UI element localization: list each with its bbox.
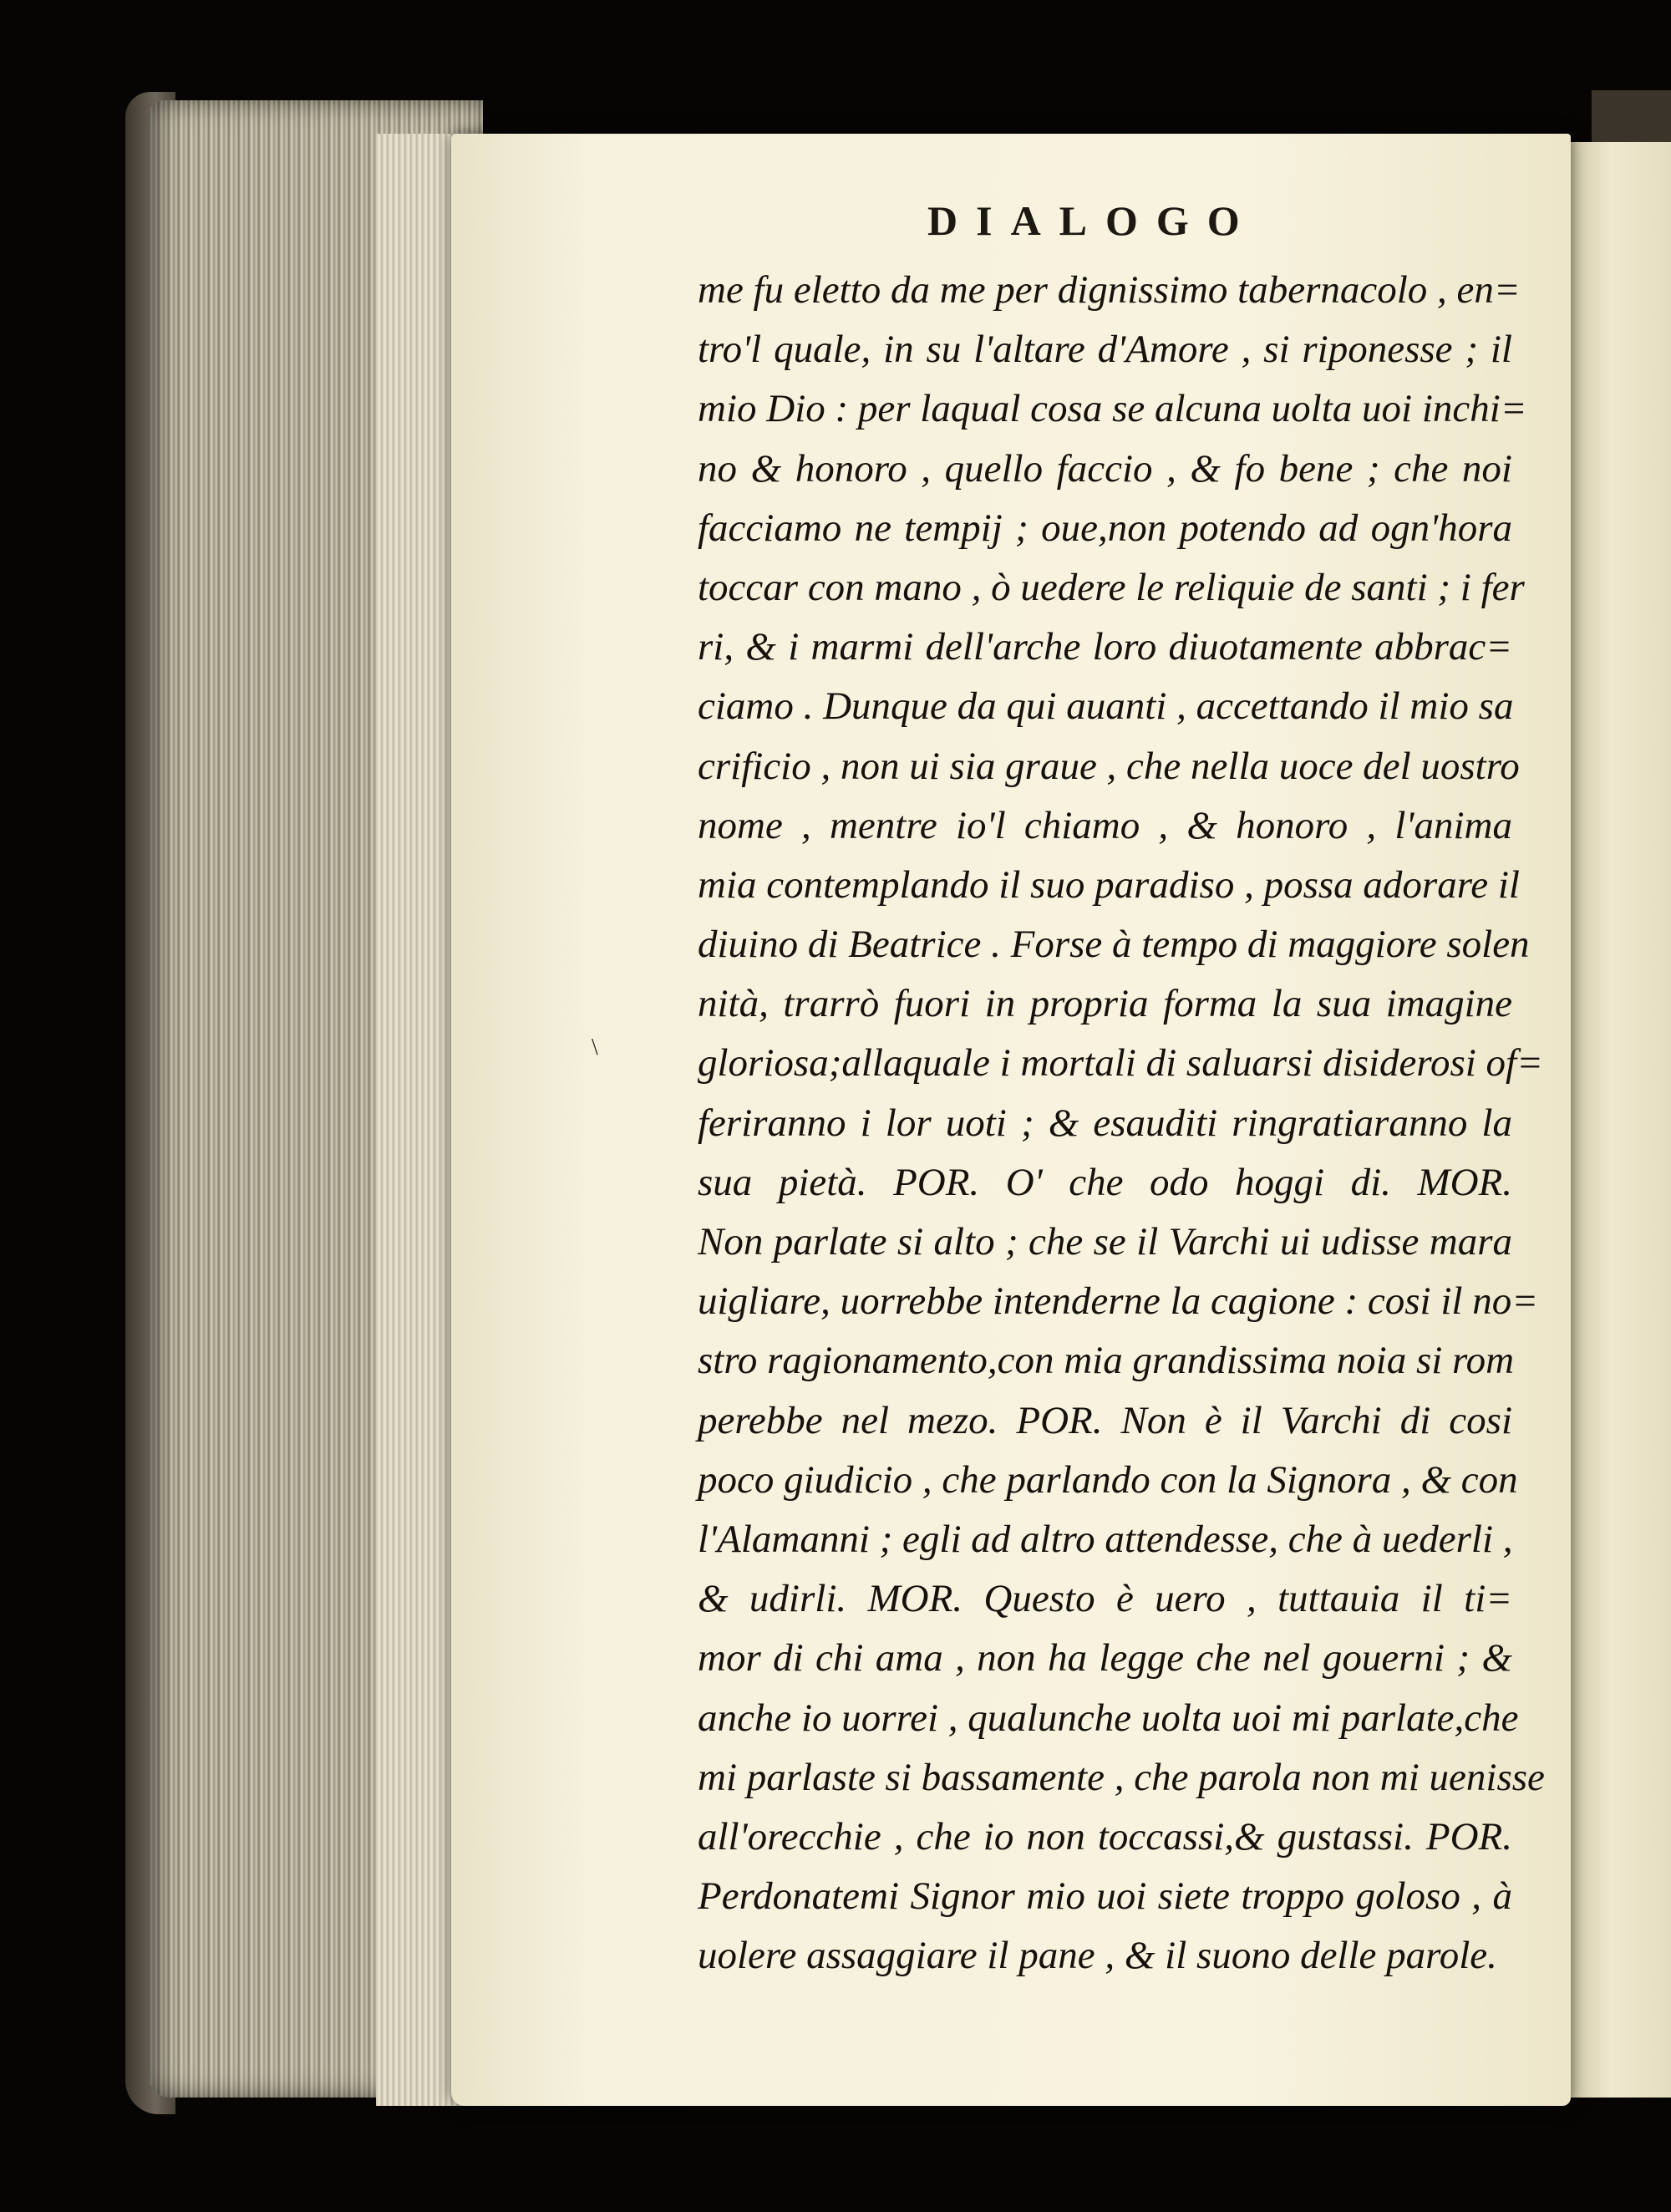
running-title: DIALOGO [927, 197, 1258, 244]
facing-page-edge [1562, 142, 1671, 2098]
text-line: mio Dio : per laqual cosa se alcuna uolta uoi inchi= [698, 387, 1527, 431]
text-line: mia contemplando il suo paradiso , possa adorare il [698, 862, 1520, 907]
text-line: no & honoro , quello faccio , & fo bene ; che noi [698, 446, 1512, 491]
text-line: stro ragionamento,con mia grandissima noia si rom [698, 1339, 1515, 1383]
text-line: nità, trarrò fuori in propria forma la sua imagine [698, 982, 1512, 1026]
text-line: mor di chi ama , non ha legge che nel gouerni ; & [698, 1636, 1512, 1681]
text-line: uolere assaggiare il pane , & il suono delle parole. [698, 1934, 1497, 1978]
text-line: perebbe nel mezo. POR. Non è il Varchi di cosi [698, 1398, 1512, 1442]
text-line: feriranno i lor uoti ; & esauditi ringratiaranno la [698, 1101, 1512, 1145]
text-line: gloriosa;allaquale i mortali di saluarsi disiderosi of= [698, 1041, 1543, 1086]
text-line: mi parlaste si bassamente , che parola non mi uenisse [698, 1755, 1545, 1799]
text-line: & udirli. MOR. Questo è uero , tuttauia il ti= [698, 1577, 1512, 1621]
text-line: Perdonatemi Signor mio uoi siete troppo goloso , à [698, 1874, 1512, 1919]
text-line: tro'l quale, in su l'altare d'Amore , si riponesse ; il [698, 328, 1512, 372]
text-line: Non parlate si alto ; che se il Varchi ui udisse mara [698, 1220, 1512, 1264]
text-line: anche io uorrei , qualunche uolta uoi mi parlate,che [698, 1696, 1519, 1740]
margin-mark: \ [592, 1035, 598, 1060]
text-line: me fu eletto da me per dignissimo tabernacolo , en= [698, 268, 1521, 312]
text-line: l'Alamanni ; egli ad altro attendesse, che à uederli , [698, 1517, 1513, 1561]
text-line: ciamo . Dunque da qui auanti , accettando il mio sa [698, 684, 1514, 729]
body-text [698, 261, 1545, 1986]
text-line: crificio , non ui sia graue , che nella uoce del uostro [698, 744, 1520, 788]
text-line: all'orecchie , che io non toccassi,& gustassi. POR. [698, 1814, 1512, 1859]
text-line: sua pietà. POR. O' che odo hoggi di. MOR. [698, 1160, 1512, 1204]
text-line: ri, & i marmi dell'arche loro diuotamente abbrac= [698, 625, 1512, 669]
text-line: uigliare, uorrebbe intenderne la cagione : cosi il no= [698, 1279, 1538, 1324]
text-line: diuino di Beatrice . Forse à tempo di maggiore solen [698, 923, 1530, 967]
text-line: poco giudicio , che parlando con la Signora , & con [698, 1457, 1518, 1502]
text-line: facciamo ne tempij ; oue,non potendo ad ogn'hora [698, 506, 1512, 550]
text-line: nome , mentre io'l chiamo , & honoro , l'anima [698, 803, 1512, 847]
text-line: toccar con mano , ò uedere le reliquie de santi ; i fer [698, 565, 1525, 609]
